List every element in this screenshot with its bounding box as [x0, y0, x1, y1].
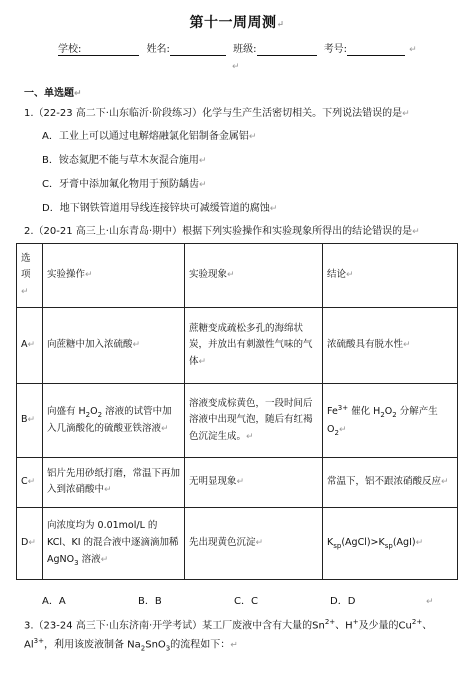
- row-operation: 向盛有 $H_2O_2$ 溶液的试管中加入几滴酸化的硫酸亚铁溶液↵: [43, 384, 185, 458]
- row-option: D↵: [17, 508, 43, 580]
- row-phenomenon: 无明显现象↵: [185, 458, 323, 508]
- table-row: [17, 308, 458, 384]
- q2-answer-c: C．C: [234, 596, 258, 607]
- table-header-row: [17, 244, 458, 308]
- q1-option-d: D．地下钢铁管道用导线连接锌块可减缓管道的腐蚀↵: [42, 203, 278, 214]
- experiment-table: [16, 243, 458, 580]
- q2-answer-options: A．A B．B C．C D．D ↵: [42, 592, 434, 607]
- q1-option-c: C．牙膏中添加氟化物用于预防龋齿↵: [42, 179, 207, 190]
- header-option: 选项↵: [17, 244, 43, 308]
- row-option: B↵: [17, 384, 43, 458]
- q1-option-a: A．工业上可以通过电解熔融氯化铝制备金属铝↵: [42, 131, 257, 142]
- row-conclusion: 浓硫酸具有脱水性↵: [323, 308, 458, 384]
- row-phenomenon: 溶液变成棕黄色，一段时间后溶液中出现气泡，随后有红褐色沉淀生成。↵: [185, 384, 323, 458]
- return-mark: ↵: [409, 45, 417, 55]
- question-3-stem: 3.（23-24 高三下·山东济南·开学考试）某工厂废液中含有大量的$Sn^{2+}$、H+及少量的$Cu^{2+}$、 $Al^{3+}$，利用该废液制备 $Na_2SnO_3$的流程如下：↵: [24, 618, 433, 653]
- header-conclusion: 结论↵: [323, 244, 458, 308]
- row-phenomenon: 蔗糖变成疏松多孔的海绵状炭，并放出有刺激性气味的气体↵: [185, 308, 323, 384]
- exam-no-label: 考号:: [323, 44, 348, 55]
- table-row: [17, 384, 458, 458]
- q1-option-b: B．铵态氮肥不能与草木灰混合施用↵: [42, 155, 207, 166]
- table-row: [17, 458, 458, 508]
- row-conclusion: $Fe^{3+}$ 催化 $H_2O_2$ 分解产生 $O_2↵$: [323, 384, 458, 458]
- class-blank[interactable]: [257, 44, 317, 56]
- class-label: 班级:: [233, 44, 257, 55]
- header-phenomenon: 实验现象↵: [185, 244, 323, 308]
- name-blank[interactable]: [170, 44, 226, 56]
- return-mark: ↵: [232, 62, 240, 72]
- school-label: 学校:: [58, 44, 82, 55]
- row-conclusion: $K_{sp}(AgCl)>K_{sp}(AgI)↵$: [323, 508, 458, 580]
- question-1-stem: 1.（22-23 高二下·山东临沂·阶段练习）化学与生产生活密切相关。下列说法错误的是↵: [24, 108, 410, 119]
- row-option: C↵: [17, 458, 43, 508]
- question-2-stem: 2.（20-21 高三上·山东青岛·期中）根据下列实验操作和实验现象所得出的结论错误的是↵: [24, 226, 420, 237]
- table-row: [17, 508, 458, 580]
- page-title: 第十一周周测↵: [189, 15, 285, 31]
- school-blank[interactable]: [81, 44, 139, 56]
- q2-answer-b: B．B: [138, 596, 162, 607]
- header-operation: 实验操作↵: [43, 244, 185, 308]
- q2-answer-d: D．D: [330, 596, 356, 607]
- student-info-line: [58, 40, 417, 56]
- section-heading: 一、单选题↵: [24, 88, 82, 99]
- q2-answer-a: A．A: [42, 596, 66, 607]
- row-phenomenon: 先出现黄色沉淀↵: [185, 508, 323, 580]
- name-label: 姓名:: [146, 44, 170, 55]
- row-operation: 向蔗糖中加入浓硫酸↵: [43, 308, 185, 384]
- row-conclusion: 常温下，铝不跟浓硝酸反应↵: [323, 458, 458, 508]
- row-operation: 向浓度均为 0.01mol/L 的 KCl、KI 的混合液中逐滴滴加稀 AgNO$_3$ 溶液↵: [43, 508, 185, 580]
- row-operation: 铝片先用砂纸打磨，常温下再加入到浓硝酸中↵: [43, 458, 185, 508]
- row-option: A↵: [17, 308, 43, 384]
- exam-no-blank[interactable]: [347, 44, 405, 56]
- return-mark: ↵: [276, 20, 285, 30]
